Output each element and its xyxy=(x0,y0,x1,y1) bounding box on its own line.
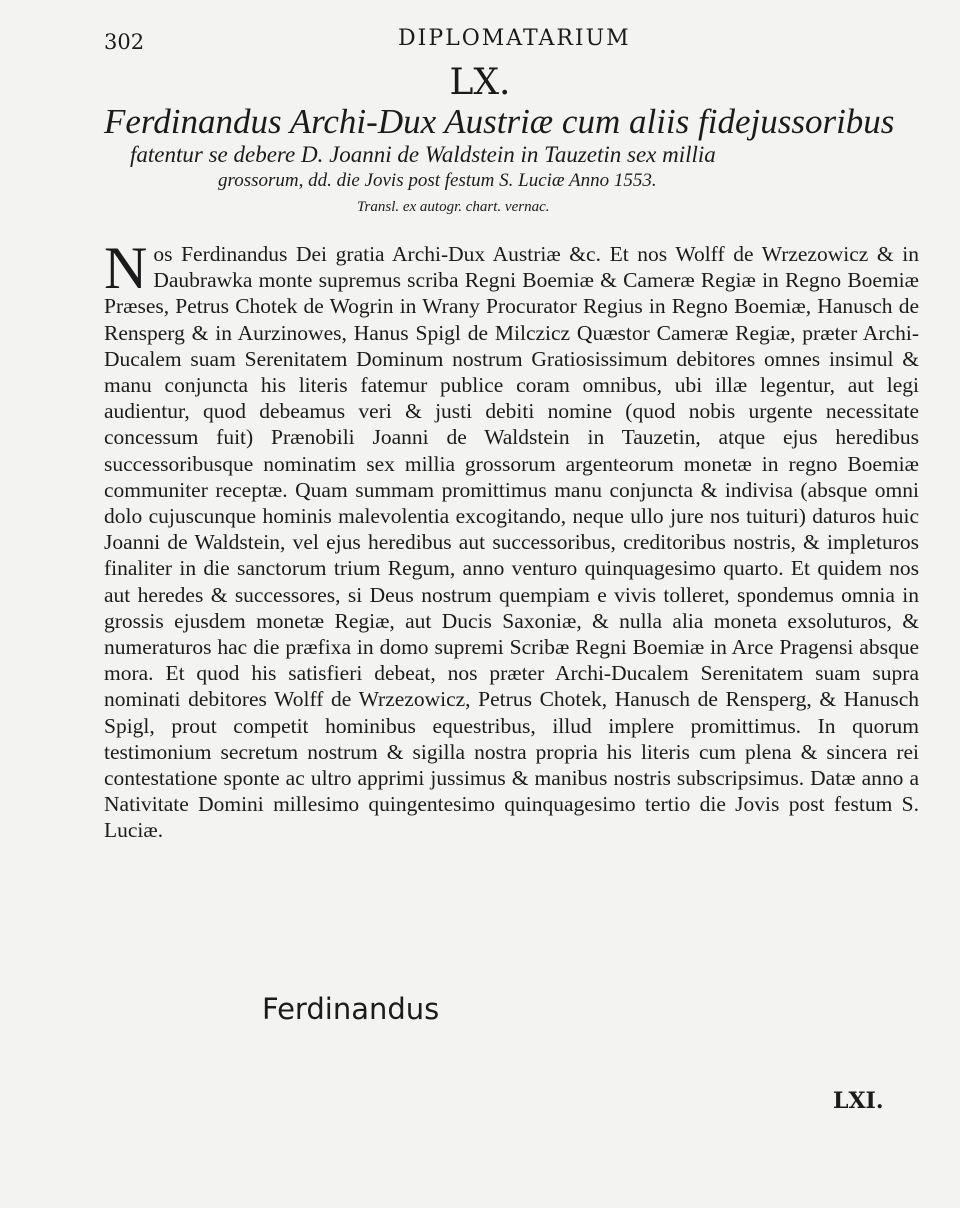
body-paragraph: os Ferdinandus Dei gratia Archi-Dux Austriæ &c. Et nos Wolff de Wrzezowicz & in Daubrawka monte supremus scriba Regni Boemiæ & Cameræ Regiæ in Regno Boemiæ Præses, Petrus Chotek de Wogrin in Wrany Procurator Regius in Regno Boemiæ, Hanusch de Rensperg & in Aurzinowes, Hanus Spigl de Milczicz Quæstor Cameræ Regiæ, præter Archi-Ducalem suam Serenitatem Dominum nostrum Gratiosissimum debitores omnes insimul & manu conjuncta his literis fatemur publice coram omnibus, ubi illæ legentur, aut legi audientur, quod debeamus veri & justi debiti nomine (quod nobis urgente necessitate concessum fuit) Prænobili Joanni de Waldstein in Tauzetin, atque ejus heredibus successoribusque nominatim sex millia grossorum argenteorum monetæ in regno Boemiæ communiter receptæ. Quam summam promittimus manu conjuncta & indivisa (absque omni dolo cujuscunque hominis malevolentia excogitando, neque ullo jure nos tuituri) daturos huic Joanni de Waldstein, vel ejus heredibus aut successoribus, creditoribus nostris, & impleturos finaliter in die sanctorum trium Regum, anno venturo quinquagesimo quarto. Et quidem nos aut heredes & successores, si Deus nostrum quempiam e vivis tolleret, spondemus omnia in grossis ejusdem monetæ Regiæ, aut Ducis Saxoniæ, & nulla alia moneta exsoluturos, & numeraturos hac die præfixa in domo supremi Scribæ Regni Boemiæ in Arce Pragensi absque mora. Et quod his satisfieri debeat, nos præter Archi-Ducalem Serenitatem suam supra nominati debitores Wolff de Wrzezowicz, Petrus Chotek, Hanusch de Rensperg, & Hanusch Spigl, prout competit hominibus equestribus, illud implere promittimus. In quorum testimonium secretum nostrum & sigilla nostra propria his literis cum plena & sincera rei contestatione sponte ac ultro apprimi jussimus & manibus nostris subscripsimus. Datæ anno a Nativitate Domini millesimo quingentesimo quinquagesimo tertio die Jovis post festum S. Luciæ. xyxy=(104,242,919,843)
document-title-line-1: Ferdinandus Archi-Dux Austriæ cum aliis fidejussoribus xyxy=(104,102,895,141)
catchword: LXI. xyxy=(833,1088,884,1114)
document-title-line-3: grossorum, dd. die Jovis post festum S. Luciæ Anno 1553. xyxy=(218,170,657,191)
signature: Ferdinandus xyxy=(262,992,440,1026)
source-note: Transl. ex autogr. chart. vernac. xyxy=(357,199,550,215)
document-number: LX. xyxy=(449,62,511,103)
page-number: 302 xyxy=(104,30,145,54)
document-body xyxy=(104,235,919,844)
drop-cap: N xyxy=(104,235,148,301)
running-head: DIPLOMATARIUM xyxy=(398,26,631,51)
document-title-line-2: fatentur se debere D. Joanni de Waldstein in Tauzetin sex millia xyxy=(130,142,716,167)
